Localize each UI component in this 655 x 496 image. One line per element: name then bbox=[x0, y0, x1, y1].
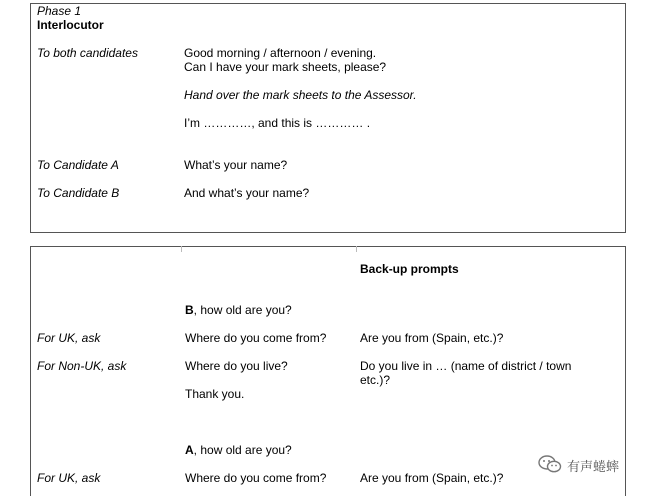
watermark-text: 有声蜷蟀 bbox=[567, 459, 620, 474]
thank-you: Thank you. bbox=[185, 387, 245, 401]
phase-label: Phase 1 bbox=[37, 4, 82, 18]
question-name-b: And what’s your name? bbox=[184, 186, 310, 200]
backup-from-spain: Are you from (Spain, etc.)? bbox=[360, 471, 504, 485]
backup-live-in-cont: etc.)? bbox=[360, 373, 391, 387]
question-come-from: Where do you come from? bbox=[185, 331, 327, 345]
backup-prompts-header: Back-up prompts bbox=[360, 262, 459, 276]
label-candidate-b: To Candidate B bbox=[37, 186, 120, 200]
label-both-candidates: To both candidates bbox=[37, 46, 138, 60]
question-name-a: What’s your name? bbox=[184, 158, 288, 172]
candidate-letter-a: A bbox=[185, 443, 194, 457]
greeting-line: Good morning / afternoon / evening. bbox=[184, 46, 377, 60]
how-old-question-b bbox=[185, 303, 292, 317]
how-old-text: , how old are you? bbox=[193, 303, 292, 317]
question-live: Where do you live? bbox=[185, 359, 288, 373]
mark-sheets-line: Can I have your mark sheets, please? bbox=[184, 60, 387, 74]
instruction-line: Hand over the mark sheets to the Assessor. bbox=[184, 88, 417, 102]
wechat-icon bbox=[538, 455, 562, 476]
introduction-line: I’m …………, and this is ………… . bbox=[184, 116, 371, 130]
label-candidate-a: To Candidate A bbox=[37, 158, 119, 172]
backup-from-spain: Are you from (Spain, etc.)? bbox=[360, 331, 504, 345]
candidate-letter-b: B bbox=[185, 303, 194, 317]
question-come-from: Where do you come from? bbox=[185, 471, 327, 485]
how-old-text: , how old are you? bbox=[193, 443, 292, 457]
label-non-uk: For Non-UK, ask bbox=[37, 359, 127, 373]
how-old-question-a bbox=[185, 443, 292, 457]
role-heading: Interlocutor bbox=[37, 18, 104, 32]
watermark bbox=[538, 455, 619, 476]
label-uk: For UK, ask bbox=[37, 331, 101, 345]
label-uk: For UK, ask bbox=[37, 471, 101, 485]
backup-live-in: Do you live in … (name of district / town bbox=[360, 359, 572, 373]
column-divider bbox=[181, 246, 182, 252]
column-divider bbox=[356, 246, 357, 252]
